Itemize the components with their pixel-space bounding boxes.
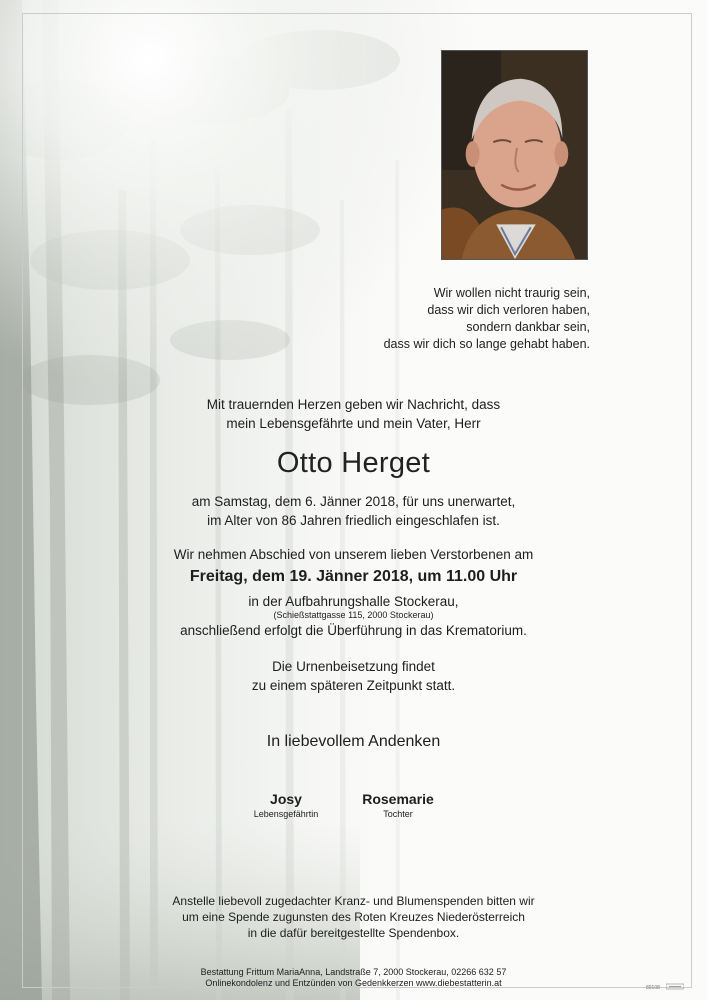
form-code: 89108 [646,985,660,991]
deceased-name: Otto Herget [276,447,431,479]
quote-line: Wir wollen nicht traurig sein, [433,286,590,300]
quote-line: sondern dankbar sein, [466,320,590,334]
mourner-role: Tochter [383,809,413,819]
death-line: im Alter von 86 Jahren friedlich eingeschlafen ist. [207,513,500,528]
footer-line: Onlinekondolenz und Entzünden von Gedenkkerzen www.diebestatterin.at [205,978,502,988]
ceremony-address: (Schießstattgasse 115, 2000 Stockerau) [273,610,434,620]
urn-burial-notice [0,657,707,695]
announcement-intro [0,395,707,433]
transfer-notice: anschließend erfolgt die Überführung in das Krematorium. [180,623,527,638]
portrait-photo [441,50,588,260]
ceremony-place: in der Aufbahrungshalle Stockerau, [248,594,459,609]
death-line: am Samstag, dem 6. Jänner 2018, für uns unerwartet, [191,494,516,509]
memorial-quote [290,285,590,353]
donation-line: Anstelle liebevoll zugedachter Kranz- und Blumenspenden bitten wir [172,894,535,908]
urn-line: zu einem späteren Zeitpunkt statt. [251,678,456,693]
intro-line: Mit trauernden Herzen geben wir Nachricht, dass [206,397,501,412]
mourner-name: Josy [270,791,302,807]
donation-line: um eine Spende zugunsten des Roten Kreuzes Niederösterreich [182,910,525,924]
printer-logo-icon [666,983,684,990]
donation-line: in die dafür bereitgestellte Spendenbox. [247,926,460,940]
intro-line: mein Lebensgefährte und mein Vater, Herr [226,416,481,431]
footer-line: Bestattung Frittum MariaAnna, Landstraße 7, 2000 Stockerau, 02266 632 57 [200,967,507,977]
donation-request [0,893,707,941]
farewell-line: Wir nehmen Abschied von unserem lieben Verstorbenen am [173,547,534,562]
death-notice [0,492,707,530]
mourner-josy [236,790,336,820]
mourner-role: Lebensgefährtin [253,809,319,819]
quote-line: dass wir dich so lange gehabt haben. [383,337,590,351]
mourner-name: Rosemarie [362,791,434,807]
quote-line: dass wir dich verloren haben, [427,303,590,317]
memorial-phrase: In liebevollem Andenken [266,733,441,750]
ceremony-date-time: Freitag, dem 19. Jänner 2018, um 11.00 Uhr [189,568,518,585]
mourner-rosemarie [348,790,448,820]
urn-line: Die Urnenbeisetzung findet [272,659,435,674]
funeral-home-footer [0,967,707,989]
